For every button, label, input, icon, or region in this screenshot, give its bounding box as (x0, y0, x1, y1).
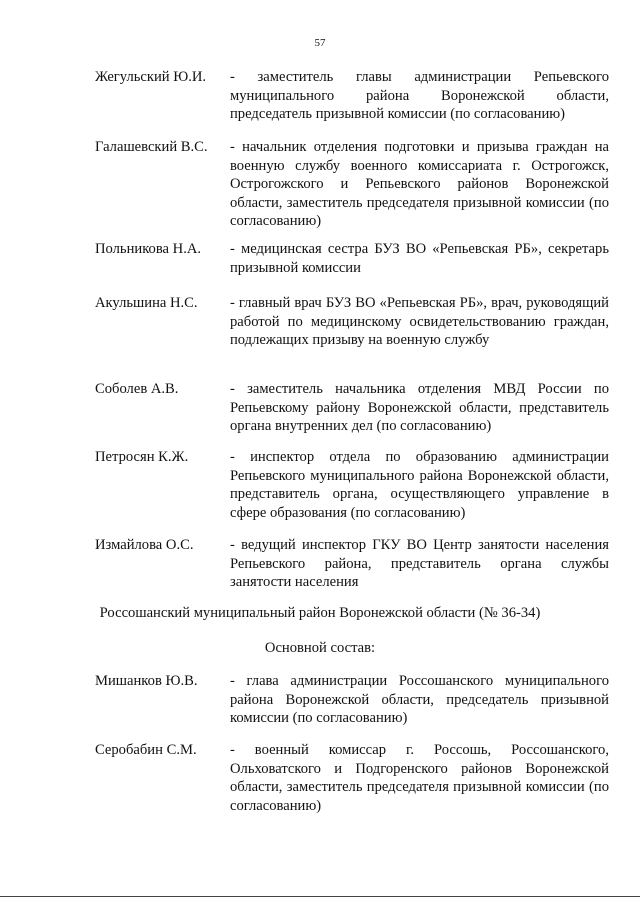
member-name: Акульшина Н.С. (95, 295, 198, 311)
member-role: - заместитель главы администрации Репьевского муниципального района Воронежской области, председатель призывной комиссии (по согласованию) (230, 69, 609, 122)
member-role: - инспектор отдела по образованию администрации Репьевского муниципального района Воронежской области, представитель органа, осуществляющего управление в сфере образования (по согласованию) (230, 449, 609, 521)
member-role: - ведущий инспектор ГКУ ВО Центр занятости населения Репьевского района, представитель органа службы занятости населения (230, 537, 609, 590)
page-number: 57 (314, 37, 326, 49)
member-name: Петросян К.Ж. (95, 449, 189, 465)
member-name: Галашевский В.С. (95, 139, 208, 155)
member-name: Жегульский Ю.И. (95, 69, 207, 85)
member-role: - заместитель начальника отделения МВД России по Репьевскому району Воронежской области, представитель органа внутренних дел (по согласованию) (230, 381, 609, 434)
member-name: Польникова Н.А. (95, 241, 202, 257)
page-bottom-rule (0, 896, 640, 897)
subsection-heading: Основной состав: (264, 640, 376, 656)
member-role: - начальник отделения подготовки и призыва граждан на военную службу военного комиссариата г. Острогожск, Острогожского и Репьевского районов Воронежской области, заместитель председателя призывной комиссии (по согласованию) (230, 139, 609, 229)
member-name: Серобабин С.М. (95, 742, 197, 758)
member-name: Мишанков Ю.В. (95, 673, 198, 689)
member-name: Измайлова О.С. (95, 537, 194, 553)
member-role: - главный врач БУЗ ВО «Репьевская РБ», врач, руководящий работой по медицинскому освидетельствованию граждан, подлежащих призыву на военную службу (230, 295, 609, 348)
member-role: - медицинская сестра БУЗ ВО «Репьевская РБ», секретарь призывной комиссии (230, 241, 609, 276)
member-role: - глава администрации Россошанского муниципального района Воронежской области, председатель призывной комиссии (по согласованию) (230, 673, 609, 726)
member-name: Соболев А.В. (95, 381, 179, 397)
section-heading: Россошанский муниципальный район Воронежской области (№ 36-34) (99, 605, 541, 621)
member-role: - военный комиссар г. Россошь, Россошанского, Ольховатского и Подгоренского районов Воронежской области, заместитель председателя призывной комиссии (по согласованию) (230, 742, 609, 814)
